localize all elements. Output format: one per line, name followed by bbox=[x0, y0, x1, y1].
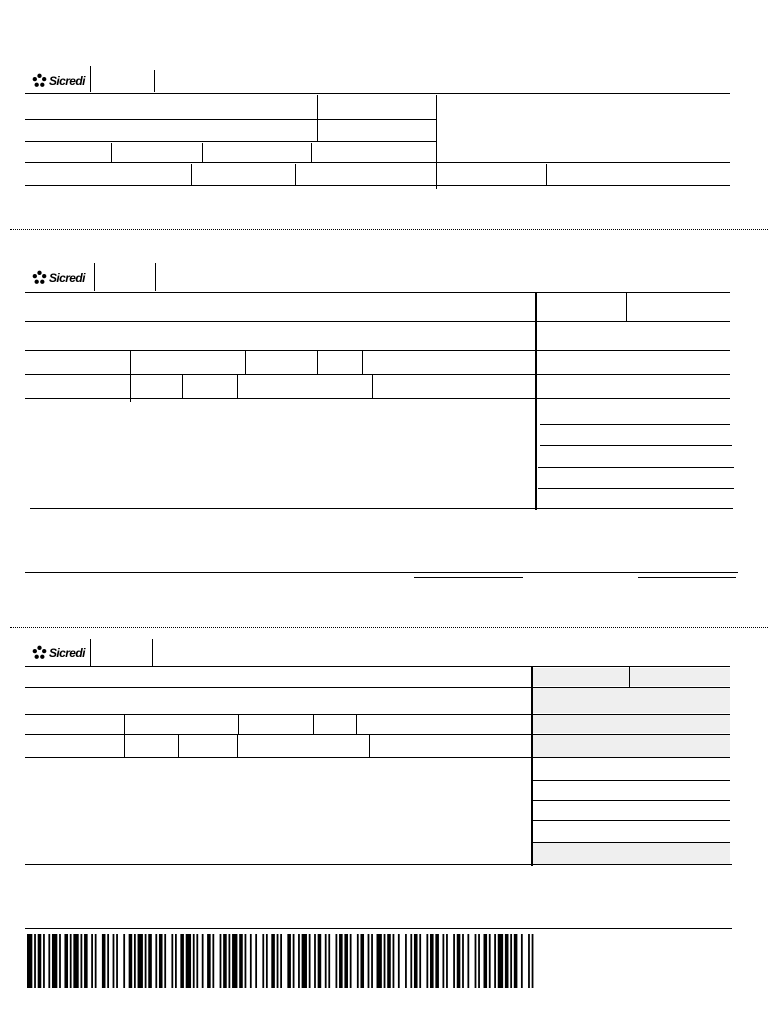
section3-right-rule-2 bbox=[533, 800, 730, 801]
barcode-bar bbox=[207, 934, 211, 988]
barcode-bar bbox=[138, 934, 143, 988]
barcode-bar bbox=[398, 934, 400, 988]
barcode-bar bbox=[377, 934, 382, 988]
barcode-bar bbox=[293, 934, 295, 988]
barcode-bar bbox=[107, 934, 109, 988]
agency-code-box bbox=[630, 668, 730, 686]
section2-signature-line-1 bbox=[414, 577, 523, 578]
barcode-bar bbox=[528, 934, 530, 988]
barcode-bar bbox=[202, 934, 204, 988]
barcode-bar bbox=[38, 934, 42, 988]
section2-row4-divider-a bbox=[182, 375, 183, 398]
barcode-bar bbox=[514, 934, 518, 988]
section3-row4-rule bbox=[25, 757, 730, 758]
barcode-bar bbox=[309, 934, 311, 988]
barcode-bar bbox=[344, 934, 348, 988]
section2-main-divider bbox=[535, 292, 537, 510]
barcode-bar bbox=[91, 934, 93, 988]
section2-row3-divider-b bbox=[317, 351, 318, 374]
barcode-bar bbox=[368, 934, 370, 988]
barcode-bar bbox=[148, 934, 152, 988]
barcode-bar bbox=[318, 934, 322, 988]
section1-row3-divider-c bbox=[311, 143, 312, 162]
barcode-bar bbox=[277, 934, 279, 988]
section2-signature-line-2 bbox=[638, 577, 736, 578]
barcode-bar bbox=[34, 934, 36, 988]
barcode-bar bbox=[193, 934, 195, 988]
section3-row2-rule bbox=[25, 714, 730, 715]
section3-row3-divider-c bbox=[313, 715, 314, 734]
section3-main-divider bbox=[531, 666, 533, 866]
section3-row4-divider-b bbox=[237, 735, 238, 757]
bank-code-separator bbox=[154, 70, 155, 92]
barcode-bar bbox=[245, 934, 247, 988]
barcode-bar bbox=[325, 934, 327, 988]
barcode-bar bbox=[280, 934, 282, 988]
section1-row4-divider-a bbox=[191, 164, 192, 185]
barcode-bar bbox=[426, 934, 428, 988]
barcode-bar bbox=[532, 934, 534, 988]
barcode-bar bbox=[59, 934, 61, 988]
section2-right-rule-2 bbox=[540, 445, 732, 446]
barcode-bar bbox=[212, 934, 214, 988]
barcode-bar bbox=[467, 934, 469, 988]
barcode-bar bbox=[255, 934, 257, 988]
barcode-bar bbox=[95, 934, 97, 988]
section3-authentication-rule bbox=[25, 928, 732, 929]
barcode-bar bbox=[298, 934, 300, 988]
barcode-bar bbox=[113, 934, 115, 988]
barcode-bar bbox=[175, 934, 177, 988]
section3-right-rule-1 bbox=[533, 780, 730, 781]
barcode-bar bbox=[159, 934, 163, 988]
logo-separator bbox=[94, 263, 95, 291]
barcode-bar bbox=[134, 934, 136, 988]
section1-row3-rule bbox=[25, 162, 730, 163]
section1-bottom-rule bbox=[25, 185, 730, 186]
sicredi-flower-icon bbox=[32, 270, 47, 285]
section3-row3-divider-d bbox=[356, 715, 357, 734]
section3-row3-divider-b bbox=[238, 715, 239, 734]
barcode-bar bbox=[405, 934, 407, 988]
barcode-bar bbox=[478, 934, 480, 988]
barcode-bar bbox=[387, 934, 391, 988]
barcode-bar bbox=[336, 934, 338, 988]
barcode-bar bbox=[371, 934, 373, 988]
barcode-bar bbox=[475, 934, 477, 988]
section3-row4-divider-c bbox=[369, 735, 370, 757]
section2-top-right-divider bbox=[626, 292, 627, 321]
section1-row4-divider-b bbox=[295, 164, 296, 185]
section3-top-right-divider bbox=[629, 667, 630, 687]
barcode-bar bbox=[27, 934, 32, 988]
barcode-bar bbox=[393, 934, 395, 988]
barcode-bar bbox=[457, 934, 461, 988]
barcode-bar bbox=[446, 934, 448, 988]
barcode-bar bbox=[223, 934, 227, 988]
barcode-bar bbox=[384, 934, 386, 988]
barcode-bar bbox=[73, 934, 78, 988]
section1-main-divider bbox=[436, 95, 437, 189]
barcode-bar bbox=[410, 934, 412, 988]
brand-name: Sicredi bbox=[49, 270, 85, 285]
barcode-bar bbox=[186, 934, 191, 988]
brand-name: Sicredi bbox=[49, 645, 85, 660]
section2-top-rule bbox=[25, 292, 730, 293]
barcode-bar bbox=[262, 934, 264, 988]
our-number-box bbox=[533, 688, 730, 713]
section2-row3-divider-c bbox=[362, 351, 363, 374]
document-value-box bbox=[533, 715, 730, 733]
barcode-bar bbox=[360, 934, 364, 988]
barcode-bar bbox=[171, 934, 173, 988]
section3-row4-divider-a bbox=[178, 735, 179, 757]
section1-row4-divider-c bbox=[546, 164, 547, 185]
barcode-icon bbox=[27, 934, 537, 988]
section2-right-rule-1 bbox=[540, 424, 730, 425]
barcode-bar bbox=[145, 934, 147, 988]
section3-row1-rule bbox=[25, 687, 730, 688]
barcode-bar bbox=[494, 934, 496, 988]
bank-code-separator bbox=[155, 263, 156, 291]
barcode-bar bbox=[442, 934, 444, 988]
barcode-bar bbox=[302, 934, 307, 988]
section1-top-rule bbox=[25, 93, 730, 94]
barcode-bar bbox=[521, 934, 523, 988]
barcode-bar bbox=[232, 934, 237, 988]
sicredi-logo bbox=[32, 73, 85, 88]
barcode-bar bbox=[102, 934, 106, 988]
barcode-bar bbox=[43, 934, 45, 988]
section3-top-rule bbox=[25, 666, 730, 667]
barcode-bar bbox=[414, 934, 418, 988]
section2-row3-divider-a bbox=[245, 351, 246, 374]
section1-row3-divider-b bbox=[202, 143, 203, 162]
section1-row1-rule bbox=[25, 119, 436, 120]
barcode-bar bbox=[220, 934, 222, 988]
discount-box bbox=[533, 735, 730, 757]
barcode-bar bbox=[430, 934, 434, 988]
barcode-bar bbox=[116, 934, 118, 988]
barcode-bar bbox=[357, 934, 359, 988]
barcode-bar bbox=[271, 934, 275, 988]
barcode-bar bbox=[453, 934, 455, 988]
barcode-bar bbox=[155, 934, 157, 988]
barcode-bar bbox=[123, 934, 125, 988]
cut-line-2 bbox=[10, 627, 768, 628]
barcode-bar bbox=[328, 934, 330, 988]
barcode-bar bbox=[52, 934, 57, 988]
section3-row3-divider-a bbox=[124, 715, 125, 757]
section2-row1-rule bbox=[25, 321, 730, 322]
section1-col-divider bbox=[317, 95, 318, 141]
sicredi-logo bbox=[32, 645, 85, 660]
section2-bottom-rule bbox=[30, 508, 733, 509]
barcode-bar bbox=[196, 934, 198, 988]
sicredi-flower-icon bbox=[32, 73, 47, 88]
section2-right-rule-4 bbox=[538, 488, 734, 489]
barcode-bar bbox=[129, 934, 133, 988]
section1-row3-divider-a bbox=[111, 143, 112, 162]
section3-right-rule-3 bbox=[533, 820, 730, 821]
barcode-bar bbox=[266, 934, 268, 988]
barcode-bar bbox=[505, 934, 509, 988]
section1-row2-rule bbox=[25, 141, 436, 142]
barcode-bar bbox=[435, 934, 439, 988]
due-date-box bbox=[533, 668, 630, 686]
section2-left-col-divider bbox=[130, 350, 131, 402]
barcode-bar bbox=[314, 934, 316, 988]
logo-separator bbox=[90, 66, 91, 92]
barcode-bar bbox=[239, 934, 243, 988]
barcode-bar bbox=[250, 934, 252, 988]
barcode-bar bbox=[229, 934, 231, 988]
section2-right-rule-3 bbox=[538, 467, 734, 468]
barcode-bar bbox=[164, 934, 166, 988]
barcode-bar bbox=[462, 934, 464, 988]
cut-line-1 bbox=[10, 229, 768, 230]
section2-authentication-rule bbox=[25, 572, 738, 573]
bank-code-separator bbox=[152, 639, 153, 666]
amount-charged-box bbox=[533, 842, 730, 864]
barcode-bar bbox=[339, 934, 343, 988]
section2-row4-divider-c bbox=[372, 375, 373, 398]
barcode-bar bbox=[70, 934, 72, 988]
section3-right-rule-4 bbox=[533, 842, 730, 843]
barcode-bar bbox=[81, 934, 83, 988]
sicredi-flower-icon bbox=[32, 645, 47, 660]
section2-row4-divider-b bbox=[237, 375, 238, 398]
barcode-bar bbox=[287, 934, 291, 988]
barcode-bar bbox=[64, 934, 68, 988]
barcode-bar bbox=[498, 934, 503, 988]
sicredi-logo bbox=[32, 270, 85, 285]
barcode-bar bbox=[510, 934, 512, 988]
logo-separator bbox=[90, 639, 91, 666]
barcode-bar bbox=[48, 934, 50, 988]
section3-row3-rule bbox=[25, 734, 730, 735]
barcode-bar bbox=[489, 934, 491, 988]
section3-bottom-rule bbox=[25, 864, 732, 865]
barcode-bar bbox=[419, 934, 421, 988]
barcode-bar bbox=[180, 934, 184, 988]
barcode-bar bbox=[484, 934, 488, 988]
brand-name: Sicredi bbox=[49, 73, 85, 88]
barcode-bar bbox=[350, 934, 352, 988]
barcode-bar bbox=[84, 934, 88, 988]
